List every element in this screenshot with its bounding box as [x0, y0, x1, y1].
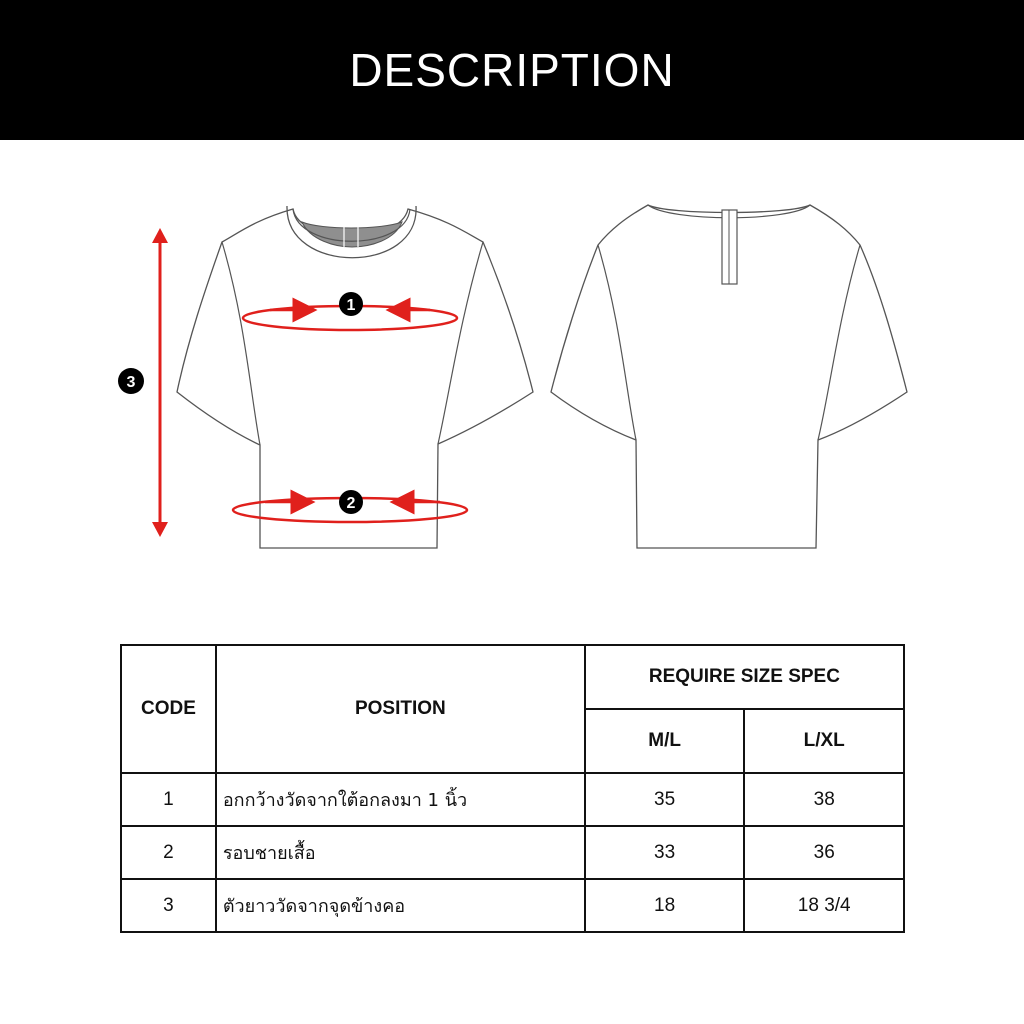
header-size-lxl: L/XL [744, 709, 904, 773]
page-title: DESCRIPTION [349, 44, 675, 96]
header-position: POSITION [216, 645, 585, 773]
row-lxl-value: 18 3/4 [744, 879, 904, 932]
header-banner [0, 0, 1024, 140]
table-row [121, 773, 904, 826]
measurement-3-length [152, 228, 168, 537]
row-lxl-value: 36 [744, 826, 904, 879]
back-shirt-illustration [551, 205, 907, 548]
row-position: รอบชายเสื้อ [216, 826, 585, 879]
marker-2 [339, 490, 363, 514]
row-position: อกกว้างวัดจากใต้อกลงมา 1 นิ้ว [216, 773, 585, 826]
table-row [121, 826, 904, 879]
shirt-diagram [0, 140, 1024, 590]
row-code: 3 [121, 879, 216, 932]
row-code: 1 [121, 773, 216, 826]
header-code: CODE [121, 645, 216, 773]
row-ml-value: 33 [585, 826, 745, 879]
table-row [121, 879, 904, 932]
row-ml-value: 18 [585, 879, 745, 932]
svg-text:3: 3 [126, 374, 136, 391]
marker-1 [339, 292, 363, 316]
svg-text:1: 1 [346, 297, 356, 314]
row-code: 2 [121, 826, 216, 879]
marker-3 [118, 368, 144, 394]
row-ml-value: 35 [585, 773, 745, 826]
row-position: ตัวยาววัดจากจุดข้างคอ [216, 879, 585, 932]
header-require-size-spec: REQUIRE SIZE SPEC [585, 645, 904, 709]
row-lxl-value: 38 [744, 773, 904, 826]
header-size-ml: M/L [585, 709, 745, 773]
size-spec-table [120, 644, 905, 933]
svg-text:2: 2 [346, 495, 356, 512]
